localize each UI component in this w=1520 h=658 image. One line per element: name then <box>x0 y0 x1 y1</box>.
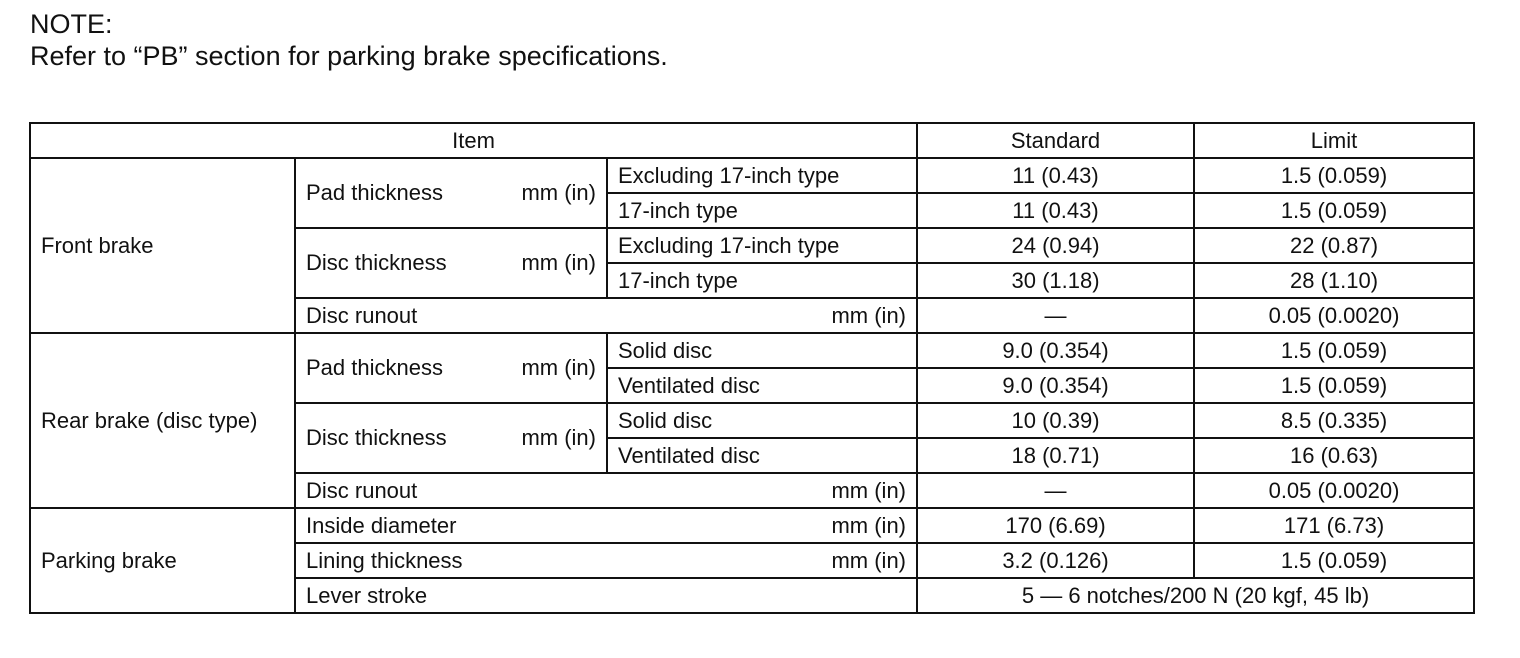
limit-cell: 28 (1.10) <box>1194 263 1474 298</box>
standard-cell: 11 (0.43) <box>917 193 1194 228</box>
unit-label: mm (in) <box>521 425 596 450</box>
rear-brake-label: Rear brake (disc type) <box>30 333 295 508</box>
inside-diameter-label: Inside diameter <box>306 512 457 538</box>
note <box>30 8 668 72</box>
front-pad-thickness-cell <box>295 158 607 228</box>
limit-cell: 22 (0.87) <box>1194 228 1474 263</box>
front-disc-runout-cell <box>295 298 917 333</box>
lever-stroke-label: Lever stroke <box>295 578 917 613</box>
standard-cell: 9.0 (0.354) <box>917 333 1194 368</box>
condition-cell: 17-inch type <box>607 263 917 298</box>
condition-cell: Ventilated disc <box>607 438 917 473</box>
lining-thickness-label: Lining thickness <box>306 547 463 573</box>
lever-stroke-value: 5 — 6 notches/200 N (20 kgf, 45 lb) <box>917 578 1474 613</box>
condition-cell: Solid disc <box>607 333 917 368</box>
condition-cell: Solid disc <box>607 403 917 438</box>
parking-brake-label: Parking brake <box>30 508 295 613</box>
condition-cell: Excluding 17-inch type <box>607 228 917 263</box>
standard-cell: — <box>917 298 1194 333</box>
limit-cell: 0.05 (0.0020) <box>1194 298 1474 333</box>
unit-label: mm (in) <box>831 477 907 503</box>
unit-label: mm (in) <box>521 180 596 205</box>
header-limit: Limit <box>1194 123 1474 158</box>
rear-disc-thickness-cell <box>295 403 607 473</box>
table-header-row <box>30 123 1474 158</box>
condition-cell: Ventilated disc <box>607 368 917 403</box>
standard-cell: 10 (0.39) <box>917 403 1194 438</box>
rear-disc-runout-label: Disc runout <box>306 477 418 503</box>
unit-label: mm (in) <box>831 512 907 538</box>
standard-cell: 170 (6.69) <box>917 508 1194 543</box>
limit-cell: 1.5 (0.059) <box>1194 368 1474 403</box>
limit-cell: 16 (0.63) <box>1194 438 1474 473</box>
unit-label: mm (in) <box>831 547 907 573</box>
condition-cell: 17-inch type <box>607 193 917 228</box>
standard-cell: — <box>917 473 1194 508</box>
standard-cell: 18 (0.71) <box>917 438 1194 473</box>
limit-cell: 0.05 (0.0020) <box>1194 473 1474 508</box>
unit-label: mm (in) <box>521 355 596 380</box>
unit-label: mm (in) <box>831 302 907 328</box>
rear-pad-thickness-label: Pad thickness <box>306 355 443 380</box>
front-disc-runout-label: Disc runout <box>306 302 418 328</box>
standard-cell: 24 (0.94) <box>917 228 1194 263</box>
front-disc-thickness-label: Disc thickness <box>306 250 447 275</box>
limit-cell: 1.5 (0.059) <box>1194 543 1474 578</box>
limit-cell: 8.5 (0.335) <box>1194 403 1474 438</box>
standard-cell: 30 (1.18) <box>917 263 1194 298</box>
inside-diameter-cell <box>295 508 917 543</box>
limit-cell: 171 (6.73) <box>1194 508 1474 543</box>
limit-cell: 1.5 (0.059) <box>1194 333 1474 368</box>
condition-cell: Excluding 17-inch type <box>607 158 917 193</box>
lining-thickness-cell <box>295 543 917 578</box>
header-standard: Standard <box>917 123 1194 158</box>
header-item: Item <box>30 123 917 158</box>
limit-cell: 1.5 (0.059) <box>1194 193 1474 228</box>
unit-label: mm (in) <box>521 250 596 275</box>
rear-disc-thickness-label: Disc thickness <box>306 425 447 450</box>
table-row <box>30 508 1474 543</box>
table-row <box>30 158 1474 193</box>
rear-pad-thickness-cell <box>295 333 607 403</box>
standard-cell: 9.0 (0.354) <box>917 368 1194 403</box>
front-pad-thickness-label: Pad thickness <box>306 180 443 205</box>
front-brake-label: Front brake <box>30 158 295 333</box>
standard-cell: 3.2 (0.126) <box>917 543 1194 578</box>
front-disc-thickness-cell <box>295 228 607 298</box>
rear-disc-runout-cell <box>295 473 917 508</box>
table-row <box>30 333 1474 368</box>
note-heading: NOTE: <box>30 9 113 39</box>
limit-cell: 1.5 (0.059) <box>1194 158 1474 193</box>
brake-spec-table <box>29 122 1475 614</box>
note-text: Refer to “PB” section for parking brake specifications. <box>30 41 668 71</box>
standard-cell: 11 (0.43) <box>917 158 1194 193</box>
